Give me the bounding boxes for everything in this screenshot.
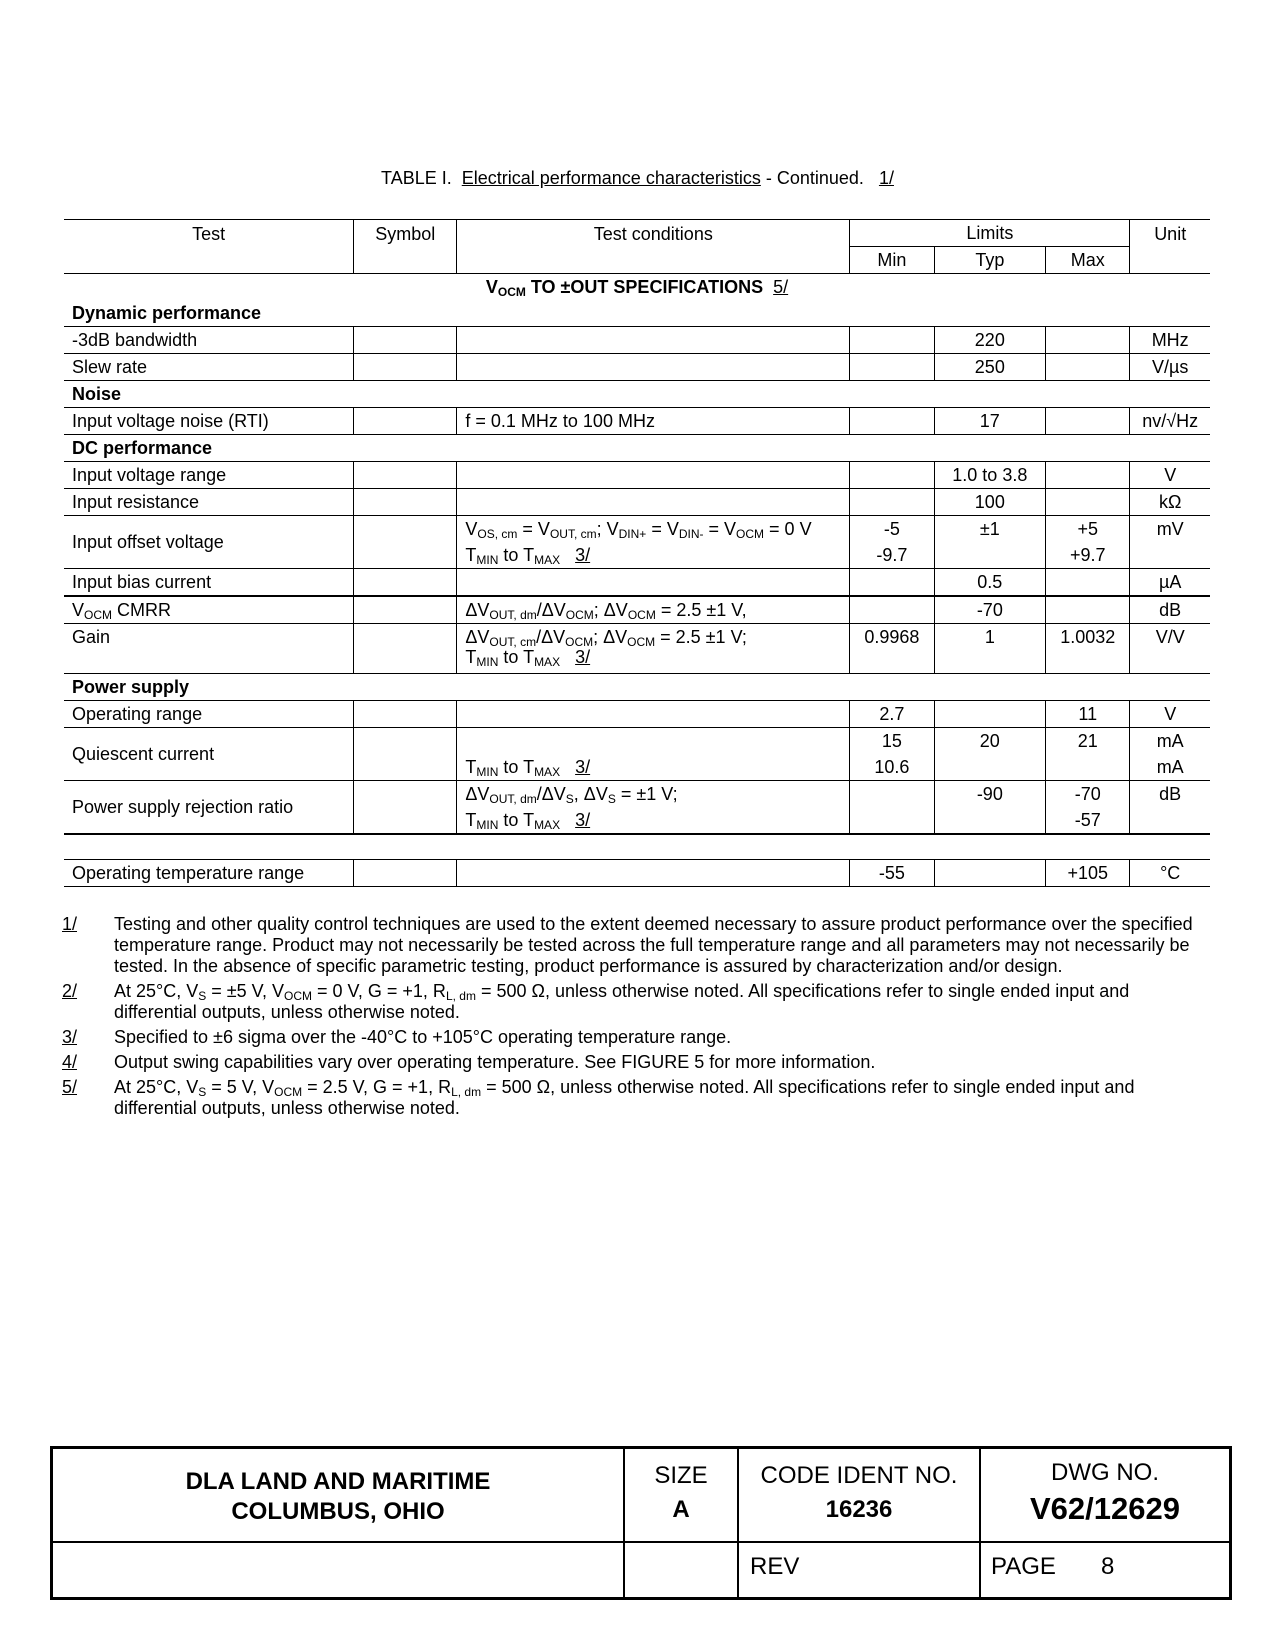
unit-cell: nv/√Hz [1130,408,1210,435]
max-cell: +105 [1046,860,1130,887]
min-cell: -5 [850,516,934,543]
unit-cell: V/V [1130,624,1210,674]
typ-cell: -90 [934,781,1046,808]
group-row [64,674,1210,701]
cond-cell: $T_{MIN}$ to $T_{MAX}$ 3/ [457,754,850,781]
cond-cell [457,489,850,516]
group-row [64,381,1210,408]
header-row-1 [64,220,1210,247]
row-label: Input offset voltage [64,516,354,569]
unit-cell: kΩ [1130,489,1210,516]
table-row [64,781,1210,808]
cond-cell [457,569,850,597]
row-label: Input bias current [64,569,354,597]
max-cell [1046,408,1130,435]
table-row [64,462,1210,489]
typ-cell: 0.5 [934,569,1046,597]
group-row [64,435,1210,462]
size-label: SIZE [654,1462,708,1489]
page-number: 8 [1101,1553,1115,1580]
min-cell: -55 [850,860,934,887]
spacer-row [64,834,1210,860]
org-line-2: COLUMBUS, OHIO [231,1498,445,1525]
group-dynamic: Dynamic performance [64,300,1210,327]
footnote [60,1027,1210,1048]
max-cell: 21 [1046,728,1130,755]
footnotes [60,914,1210,1123]
typ-cell: 250 [934,354,1046,381]
typ-cell: 1 [934,624,1046,674]
cond-cell: $\Delta V_{OUT, dm}/\Delta V_{OCM}$; $\Delta V_{OCM} = 2.5 \pm 1$ V, [457,596,850,624]
cond-cell: $\Delta V_{OUT, cm}/\Delta V_{OCM}$; $\Delta V_{OCM} = 2.5 \pm 1$ V; $T_{MIN}$ to $T_{MAX}$ 3/ [457,624,850,674]
spacer [64,834,1210,860]
section-title-note: 5/ [773,277,789,297]
cond-cell: $T_{MIN}$ to $T_{MAX}$ 3/ [457,542,850,569]
unit-cell: dB [1130,781,1210,835]
footnote [60,914,1210,977]
cond-cell [457,462,850,489]
max-cell [1046,569,1130,597]
spec-table [64,219,1210,887]
table-row [64,354,1210,381]
table-row [64,408,1210,435]
row-label: Input voltage noise (RTI) [64,408,354,435]
unit-cell: dB [1130,596,1210,624]
typ-cell: 17 [934,408,1046,435]
footnote-number: 2/ [62,981,78,1001]
row-label: Gain [64,624,354,674]
unit-cell: V/µs [1130,354,1210,381]
max-cell [1046,596,1130,624]
unit-cell: mA [1130,754,1210,781]
footnote-text: At 25°C, $V_S = \pm 5$ V, $V_{OCM} = 0$ V, G = +1, $R_{L, dm} = 500$ Ω, unless otherwise noted. All specifications refer to single ended input and differential outputs, unless otherwise noted. [114,981,1130,1022]
code-ident-value: 16236 [825,1496,893,1523]
typ-cell [934,701,1046,728]
symbol-cell [354,408,457,435]
size-cell [625,1459,737,1527]
footnote-number: 3/ [62,1027,78,1047]
row-label: -3dB bandwidth [64,327,354,354]
group-dc: DC performance [64,435,1210,462]
row-label: Operating temperature range [64,860,354,887]
note-ref: 3/ [575,545,591,565]
min-cell [850,408,934,435]
max-cell: -70 [1046,781,1130,808]
max-cell [1046,462,1130,489]
min-cell: 10.6 [850,754,934,781]
min-cell [850,807,934,834]
symbol-cell [354,701,457,728]
table-row [64,596,1210,624]
row-label: $V_{OCM}$ CMRR [64,596,354,624]
unit-cell: °C [1130,860,1210,887]
symbol-cell [354,462,457,489]
typ-cell: 220 [934,327,1046,354]
symbol-cell [354,327,457,354]
group-power: Power supply [64,674,1210,701]
max-cell: 1.0032 [1046,624,1130,674]
typ-cell [934,807,1046,834]
typ-cell: ±1 [934,516,1046,543]
max-cell: -57 [1046,807,1130,834]
typ-cell: 20 [934,728,1046,755]
unit-cell: MHz [1130,327,1210,354]
min-cell: -9.7 [850,542,934,569]
footnote-number: 1/ [62,914,78,934]
org-name [53,1467,623,1527]
row-label-text: CMRR [112,600,172,620]
footnote [60,1077,1210,1119]
row-label: Power supply rejection ratio [64,781,354,835]
group-noise: Noise [64,381,1210,408]
header-conditions: Test conditions [457,220,850,274]
unit-cell: mV [1130,516,1210,569]
min-cell: 15 [850,728,934,755]
max-cell: +5 [1046,516,1130,543]
header-symbol: Symbol [354,220,457,274]
code-ident-label: CODE IDENT NO. [760,1462,958,1489]
unit-cell: V [1130,701,1210,728]
cond-cell: $T_{MIN}$ to $T_{MAX}$ 3/ [457,807,850,834]
table-caption [0,168,1275,189]
org-line-1: DLA LAND AND MARITIME [185,1468,491,1495]
caption-prefix: TABLE I. [381,168,452,188]
typ-cell: -70 [934,596,1046,624]
row-label: Quiescent current [64,728,354,781]
symbol-cell [354,569,457,597]
header-unit: Unit [1130,220,1210,274]
min-cell [850,569,934,597]
min-cell: 0.9968 [850,624,934,674]
header-min: Min [850,247,934,274]
max-cell [1046,754,1130,781]
max-cell [1046,327,1130,354]
symbol-cell [354,624,457,674]
table-row [64,327,1210,354]
max-cell [1046,489,1130,516]
table-row [64,728,1210,755]
header-typ: Typ [934,247,1046,274]
rev-label: REV [750,1553,800,1580]
symbol-cell [354,596,457,624]
symbol-cell [354,781,457,835]
min-cell [850,489,934,516]
unit-cell: V [1130,462,1210,489]
table-row [64,489,1210,516]
cond-cell [457,354,850,381]
min-cell: 2.7 [850,701,934,728]
footnote-number: 4/ [62,1052,78,1072]
symbol-cell [354,354,457,381]
table-row [64,860,1210,887]
row-label: Input resistance [64,489,354,516]
section-title-sub: OCM [497,285,526,299]
section-title-row [64,274,1210,301]
table-row [64,569,1210,597]
footnote-text: At 25°C, $V_S = 5$ V, $V_{OCM} = 2.5$ V, G = +1, $R_{L, dm} = 500$ Ω, unless otherwise noted. All specifications refer to single ended input and differential outputs, unless otherwise noted. [114,1077,1135,1118]
unit-cell: µA [1130,569,1210,597]
table-row [64,701,1210,728]
cond-cell: $\Delta V_{OUT, dm}/\Delta V_S$, $\Delta V_S = \pm 1$ V; [457,781,850,808]
header-limits: Limits [850,220,1130,247]
cond-cell [457,701,850,728]
symbol-cell [354,860,457,887]
dwg-no-value: V62/12629 [1030,1491,1180,1526]
min-cell [850,781,934,808]
footnote [60,1052,1210,1073]
cond-cell [457,728,850,755]
min-cell [850,327,934,354]
page-label: PAGE [991,1553,1056,1580]
section-title: $V_{OCM}$ TO ±OUT SPECIFICATIONS 5/ [64,274,1210,301]
footnote-number: 5/ [62,1077,78,1097]
typ-cell: 1.0 to 3.8 [934,462,1046,489]
table-row [64,624,1210,674]
symbol-cell [354,728,457,781]
cond-cell [457,327,850,354]
dwg-no-cell [981,1457,1229,1529]
typ-cell [934,860,1046,887]
min-cell [850,354,934,381]
min-cell [850,596,934,624]
typ-cell [934,542,1046,569]
footnote-text: Output swing capabilities vary over operating temperature. See FIGURE 5 for more information. [114,1052,876,1072]
row-label: Slew rate [64,354,354,381]
unit-cell: mA [1130,728,1210,755]
typ-cell: 100 [934,489,1046,516]
cond-cell: f = 0.1 MHz to 100 MHz [457,408,850,435]
footnote [60,981,1210,1023]
caption-suffix: - Continued. [760,168,864,188]
cond-cell [457,860,850,887]
group-row [64,300,1210,327]
footnote-text: Specified to ±6 sigma over the -40°C to +105°C operating temperature range. [114,1027,732,1047]
max-cell: +9.7 [1046,542,1130,569]
header-max: Max [1046,247,1130,274]
section-title-text: TO ±OUT SPECIFICATIONS [525,277,764,297]
header-test: Test [64,220,354,274]
row-label: Operating range [64,701,354,728]
size-value: A [672,1496,690,1523]
dwg-no-label: DWG NO. [1051,1459,1159,1486]
max-cell: 11 [1046,701,1130,728]
divider [53,1541,1229,1543]
min-cell [850,462,934,489]
row-label: Input voltage range [64,462,354,489]
footnote-text: Testing and other quality control techniques are used to the extent deemed necessary to assure product performance over the specified temperature range. Product may not necessarily be tested across the full temperature range and all parameters may not necessarily be tested. In the absence of specific parametric testing, product performance is assured by characterization and/or design. [114,914,1193,976]
table-row [64,516,1210,543]
symbol-cell [354,516,457,569]
typ-cell [934,754,1046,781]
code-ident-cell [739,1459,979,1527]
max-cell [1046,354,1130,381]
caption-title: Electrical performance characteristics [461,168,761,188]
cond-cell: $V_{OS, cm} = V_{OUT, cm}$; $V_{DIN+} = V_{DIN-} = V_{OCM} = 0$ V [457,516,850,543]
title-block [50,1446,1232,1600]
row-label-sub: OCM [84,608,113,622]
cond-to-text: to [503,545,519,565]
caption-note-ref: 1/ [878,168,894,188]
symbol-cell [354,489,457,516]
